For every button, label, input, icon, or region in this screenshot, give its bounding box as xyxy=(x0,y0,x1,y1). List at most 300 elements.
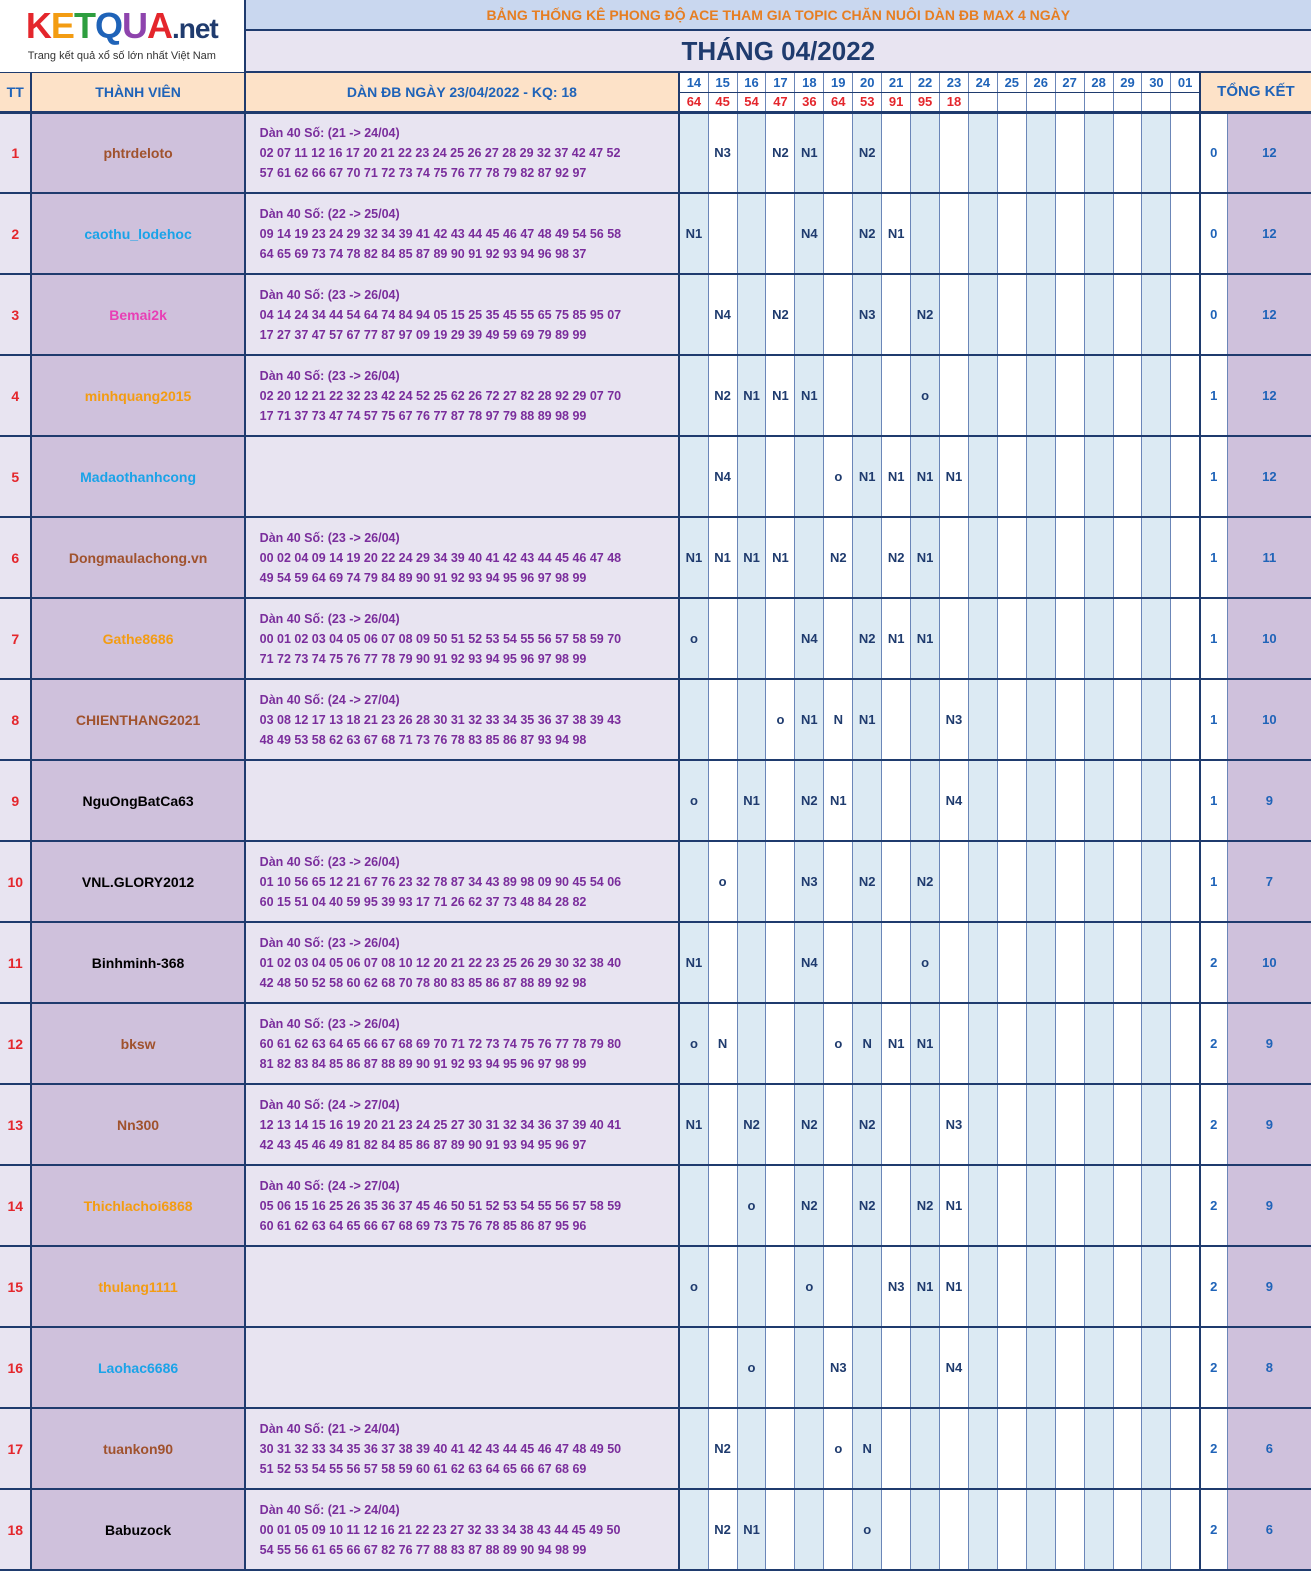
day-mark: N1 xyxy=(737,517,766,598)
table-row xyxy=(0,193,1311,274)
day-mark xyxy=(1055,1165,1084,1246)
day-mark xyxy=(997,841,1026,922)
day-mark: N xyxy=(708,1003,737,1084)
dan-numbers xyxy=(245,1408,680,1489)
day-mark xyxy=(1055,1327,1084,1408)
day-mark xyxy=(766,1165,795,1246)
day-mark: N1 xyxy=(882,1003,911,1084)
day-mark xyxy=(708,193,737,274)
dan-line2: 60 61 62 63 64 65 66 67 68 69 73 75 76 78 85 86 87 95 96 xyxy=(259,1218,587,1233)
day-mark xyxy=(997,1489,1026,1570)
dan-numbers xyxy=(245,679,680,760)
day-mark: o xyxy=(911,355,940,436)
day-mark xyxy=(1026,1003,1055,1084)
day-mark: N4 xyxy=(795,922,824,1003)
day-mark xyxy=(1142,922,1171,1003)
day-mark xyxy=(968,112,997,193)
dan-line2: 17 27 37 47 57 67 77 87 97 09 19 29 39 49 59 69 79 89 99 xyxy=(259,327,587,342)
day-mark xyxy=(997,355,1026,436)
row-number: 7 xyxy=(0,598,31,679)
day-mark: N3 xyxy=(940,1084,969,1165)
score-total: 6 xyxy=(1227,1408,1311,1489)
day-mark xyxy=(1055,517,1084,598)
dan-line2: 60 15 51 04 40 59 95 39 93 17 71 26 62 37 73 48 84 28 82 xyxy=(259,894,587,909)
day-mark xyxy=(1055,112,1084,193)
day-mark xyxy=(1084,193,1113,274)
day-mark: N1 xyxy=(679,922,708,1003)
day-mark xyxy=(1142,112,1171,193)
day-mark: N2 xyxy=(853,1084,882,1165)
day-mark xyxy=(1171,436,1200,517)
day-mark xyxy=(1171,193,1200,274)
score-total: 8 xyxy=(1227,1327,1311,1408)
dan-line1: 02 20 12 21 22 32 23 42 24 52 25 62 26 72 27 82 28 92 29 07 70 xyxy=(259,388,622,403)
header-member: THÀNH VIÊN xyxy=(31,72,244,112)
row-number: 17 xyxy=(0,1408,31,1489)
day-mark xyxy=(911,1084,940,1165)
score-total: 12 xyxy=(1227,193,1311,274)
day-mark xyxy=(824,1489,853,1570)
day-mark xyxy=(679,841,708,922)
day-mark xyxy=(1171,841,1200,922)
day-mark xyxy=(997,760,1026,841)
dan-title: Dàn 40 Số: (24 -> 27/04) xyxy=(259,1097,400,1112)
row-number: 1 xyxy=(0,112,31,193)
day-mark xyxy=(737,922,766,1003)
row-number: 2 xyxy=(0,193,31,274)
score-miss: 2 xyxy=(1200,1003,1227,1084)
dan-title: Dàn 40 Số: (23 -> 26/04) xyxy=(259,1016,400,1031)
day-mark xyxy=(1055,679,1084,760)
day-mark xyxy=(1084,274,1113,355)
day-mark xyxy=(1171,1165,1200,1246)
dan-line1: 00 01 02 03 04 05 06 07 08 09 50 51 52 53 54 55 56 57 58 59 70 xyxy=(259,631,622,646)
day-mark xyxy=(1026,1327,1055,1408)
dan-numbers xyxy=(245,517,680,598)
day-result xyxy=(1113,92,1142,112)
day-mark: N2 xyxy=(911,841,940,922)
day-mark: N1 xyxy=(882,598,911,679)
day-mark xyxy=(737,274,766,355)
day-mark xyxy=(968,1003,997,1084)
day-mark: N1 xyxy=(940,1165,969,1246)
day-mark: N1 xyxy=(824,760,853,841)
day-mark xyxy=(1055,922,1084,1003)
day-mark xyxy=(1026,1165,1055,1246)
day-mark: o xyxy=(679,1246,708,1327)
member-name: phtrdeloto xyxy=(31,112,244,193)
day-mark: N1 xyxy=(766,517,795,598)
day-mark xyxy=(766,1408,795,1489)
day-mark xyxy=(1113,922,1142,1003)
day-mark: o xyxy=(911,922,940,1003)
row-number: 6 xyxy=(0,517,31,598)
day-mark xyxy=(1055,760,1084,841)
dan-numbers xyxy=(245,193,680,274)
day-mark xyxy=(679,1408,708,1489)
day-mark xyxy=(853,517,882,598)
day-mark: N4 xyxy=(940,760,969,841)
day-mark xyxy=(766,1489,795,1570)
day-mark: N2 xyxy=(882,517,911,598)
day-mark xyxy=(1055,355,1084,436)
score-miss: 0 xyxy=(1200,112,1227,193)
day-mark xyxy=(737,193,766,274)
logo[interactable] xyxy=(0,0,245,72)
day-mark xyxy=(997,1408,1026,1489)
dan-line2: 81 82 83 84 85 86 87 88 89 90 91 92 93 94 95 96 97 98 99 xyxy=(259,1056,587,1071)
score-miss: 2 xyxy=(1200,1165,1227,1246)
day-mark: N2 xyxy=(911,1165,940,1246)
day-mark: N1 xyxy=(882,193,911,274)
day-mark xyxy=(824,598,853,679)
dan-line1: 00 01 05 09 10 11 12 16 21 22 23 27 32 33 34 38 43 44 45 49 50 xyxy=(259,1522,621,1537)
dan-line2: 48 49 53 58 62 63 67 68 71 73 76 78 83 85 86 87 93 94 98 xyxy=(259,732,587,747)
score-miss: 1 xyxy=(1200,517,1227,598)
day-mark xyxy=(1171,1084,1200,1165)
day-header: 16 xyxy=(737,72,766,92)
day-mark: N2 xyxy=(795,1084,824,1165)
row-number: 11 xyxy=(0,922,31,1003)
day-mark xyxy=(1142,1084,1171,1165)
member-name: Binhminh-368 xyxy=(31,922,244,1003)
day-mark: N2 xyxy=(853,193,882,274)
day-mark: N2 xyxy=(795,760,824,841)
score-total: 12 xyxy=(1227,274,1311,355)
score-miss: 1 xyxy=(1200,841,1227,922)
logo-wordmark: KETQUA.net xyxy=(25,5,218,47)
score-total: 12 xyxy=(1227,112,1311,193)
day-mark: o xyxy=(679,598,708,679)
day-mark xyxy=(940,1489,969,1570)
row-number: 13 xyxy=(0,1084,31,1165)
day-mark xyxy=(1171,1408,1200,1489)
day-mark: N3 xyxy=(882,1246,911,1327)
table-row xyxy=(0,1084,1311,1165)
day-mark xyxy=(708,1327,737,1408)
dan-numbers xyxy=(245,1003,680,1084)
dan-line2: 42 43 45 46 49 81 82 84 85 86 87 89 90 91 93 94 95 96 97 xyxy=(259,1137,587,1152)
day-mark xyxy=(968,1084,997,1165)
day-mark: N2 xyxy=(737,1084,766,1165)
member-name: VNL.GLORY2012 xyxy=(31,841,244,922)
day-result: 53 xyxy=(853,92,882,112)
day-header: 15 xyxy=(708,72,737,92)
day-mark xyxy=(997,598,1026,679)
day-mark: N1 xyxy=(853,679,882,760)
row-number: 16 xyxy=(0,1327,31,1408)
dan-line1: 04 14 24 34 44 54 64 74 84 94 05 15 25 35 45 55 65 75 85 95 07 xyxy=(259,307,622,322)
day-mark: N1 xyxy=(911,1246,940,1327)
day-mark: N1 xyxy=(679,1084,708,1165)
day-mark xyxy=(968,517,997,598)
day-mark xyxy=(882,112,911,193)
day-mark xyxy=(882,922,911,1003)
day-mark xyxy=(1113,274,1142,355)
day-mark xyxy=(1055,841,1084,922)
score-miss: 2 xyxy=(1200,1327,1227,1408)
day-result xyxy=(997,92,1026,112)
day-mark xyxy=(1055,598,1084,679)
day-mark xyxy=(766,841,795,922)
day-mark xyxy=(1084,1327,1113,1408)
member-name: NguOngBatCa63 xyxy=(31,760,244,841)
dan-title: Dàn 40 Số: (24 -> 27/04) xyxy=(259,1178,400,1193)
score-miss: 1 xyxy=(1200,760,1227,841)
day-mark xyxy=(1113,1408,1142,1489)
member-name: Bemai2k xyxy=(31,274,244,355)
day-mark xyxy=(795,517,824,598)
day-mark xyxy=(1026,517,1055,598)
day-mark xyxy=(882,1327,911,1408)
day-mark xyxy=(1142,1408,1171,1489)
day-mark xyxy=(940,1003,969,1084)
day-mark xyxy=(997,517,1026,598)
day-mark xyxy=(1026,841,1055,922)
day-mark xyxy=(997,1327,1026,1408)
dan-title: Dàn 40 Số: (23 -> 26/04) xyxy=(259,530,400,545)
day-mark xyxy=(737,598,766,679)
day-mark xyxy=(853,1246,882,1327)
day-mark xyxy=(679,1327,708,1408)
day-header: 22 xyxy=(911,72,940,92)
day-mark xyxy=(940,922,969,1003)
score-total: 10 xyxy=(1227,598,1311,679)
day-mark xyxy=(1026,1246,1055,1327)
day-mark: N1 xyxy=(911,517,940,598)
day-mark xyxy=(766,922,795,1003)
header-summary: TỔNG KẾT xyxy=(1200,72,1311,112)
day-mark xyxy=(968,274,997,355)
dan-numbers xyxy=(245,1327,680,1408)
dan-numbers xyxy=(245,436,680,517)
day-mark xyxy=(968,1246,997,1327)
day-mark xyxy=(679,112,708,193)
day-mark: N2 xyxy=(795,1165,824,1246)
day-result: 36 xyxy=(795,92,824,112)
day-mark xyxy=(911,1408,940,1489)
day-mark: N2 xyxy=(708,1408,737,1489)
day-result xyxy=(1084,92,1113,112)
day-mark xyxy=(911,760,940,841)
day-mark xyxy=(679,1489,708,1570)
day-mark xyxy=(1026,355,1055,436)
day-mark xyxy=(1026,1408,1055,1489)
day-mark xyxy=(766,1003,795,1084)
row-number: 10 xyxy=(0,841,31,922)
day-mark xyxy=(737,1408,766,1489)
dan-line1: 01 10 56 65 12 21 67 76 23 32 78 87 34 43 89 98 09 90 45 54 06 xyxy=(259,874,622,889)
day-mark xyxy=(708,679,737,760)
day-mark xyxy=(1026,436,1055,517)
day-mark xyxy=(824,274,853,355)
table-row xyxy=(0,760,1311,841)
score-total: 9 xyxy=(1227,1165,1311,1246)
score-total: 12 xyxy=(1227,436,1311,517)
day-mark xyxy=(1113,1489,1142,1570)
day-mark xyxy=(968,679,997,760)
day-mark xyxy=(853,1327,882,1408)
day-mark xyxy=(1113,679,1142,760)
day-header: 26 xyxy=(1026,72,1055,92)
day-mark: N4 xyxy=(708,274,737,355)
day-mark xyxy=(1113,517,1142,598)
day-header: 30 xyxy=(1142,72,1171,92)
day-mark xyxy=(1055,1003,1084,1084)
day-mark xyxy=(1113,1084,1142,1165)
header-dan: DÀN ĐB NGÀY 23/04/2022 - KQ: 18 xyxy=(245,72,680,112)
dan-title: Dàn 40 Số: (23 -> 26/04) xyxy=(259,935,400,950)
day-header: 17 xyxy=(766,72,795,92)
day-mark xyxy=(1026,598,1055,679)
day-mark: N2 xyxy=(824,517,853,598)
day-header: 24 xyxy=(968,72,997,92)
member-name: tuankon90 xyxy=(31,1408,244,1489)
day-mark: N4 xyxy=(795,598,824,679)
day-result: 95 xyxy=(911,92,940,112)
day-mark xyxy=(708,598,737,679)
day-mark xyxy=(1142,1327,1171,1408)
day-mark xyxy=(1084,841,1113,922)
day-mark xyxy=(766,193,795,274)
row-number: 9 xyxy=(0,760,31,841)
day-mark xyxy=(911,679,940,760)
dan-title: Dàn 40 Số: (21 -> 24/04) xyxy=(259,1421,400,1436)
day-mark xyxy=(1113,760,1142,841)
day-mark xyxy=(1171,598,1200,679)
day-mark: o xyxy=(679,760,708,841)
day-mark: N3 xyxy=(824,1327,853,1408)
day-mark: N1 xyxy=(737,355,766,436)
member-name: bksw xyxy=(31,1003,244,1084)
day-mark xyxy=(737,436,766,517)
table-row xyxy=(0,355,1311,436)
logo-tagline: Trang kết quả xổ số lớn nhất Việt Nam xyxy=(27,50,216,63)
day-mark xyxy=(1084,1246,1113,1327)
dan-line1: 12 13 14 15 16 19 20 21 23 24 25 27 30 31 32 34 36 37 39 40 41 xyxy=(259,1117,622,1132)
day-mark: N3 xyxy=(795,841,824,922)
day-result: 18 xyxy=(940,92,969,112)
day-mark xyxy=(1113,1165,1142,1246)
row-number: 5 xyxy=(0,436,31,517)
day-mark: N1 xyxy=(795,112,824,193)
score-total: 9 xyxy=(1227,1246,1311,1327)
header-tt: TT xyxy=(0,72,31,112)
day-mark xyxy=(1171,1246,1200,1327)
score-miss: 1 xyxy=(1200,598,1227,679)
day-mark xyxy=(1026,679,1055,760)
day-mark xyxy=(882,274,911,355)
day-mark xyxy=(708,1084,737,1165)
day-header: 23 xyxy=(940,72,969,92)
day-header: 25 xyxy=(997,72,1026,92)
score-total: 9 xyxy=(1227,1003,1311,1084)
row-number: 3 xyxy=(0,274,31,355)
day-mark xyxy=(1055,1246,1084,1327)
month-title: THÁNG 04/2022 xyxy=(245,30,1311,72)
dan-numbers xyxy=(245,112,680,193)
dan-line2: 49 54 59 64 69 74 79 84 89 90 91 92 93 94 95 96 97 98 99 xyxy=(259,570,587,585)
dan-line2: 64 65 69 73 74 78 82 84 85 87 89 90 91 92 93 94 96 98 37 xyxy=(259,246,587,261)
day-mark xyxy=(766,436,795,517)
day-mark xyxy=(795,1003,824,1084)
day-header: 21 xyxy=(882,72,911,92)
day-mark xyxy=(1055,1408,1084,1489)
dan-numbers xyxy=(245,1489,680,1570)
day-mark xyxy=(766,1084,795,1165)
day-mark xyxy=(882,679,911,760)
day-result xyxy=(1026,92,1055,112)
table-row xyxy=(0,1408,1311,1489)
day-mark xyxy=(911,193,940,274)
day-mark xyxy=(679,679,708,760)
day-mark xyxy=(882,1408,911,1489)
day-mark: N4 xyxy=(795,193,824,274)
day-mark: o xyxy=(679,1003,708,1084)
dan-line1: 03 08 12 17 13 18 21 23 26 28 30 31 32 33 34 35 36 37 38 39 43 xyxy=(259,712,622,727)
day-mark xyxy=(1084,1003,1113,1084)
table-row xyxy=(0,1327,1311,1408)
day-mark: N1 xyxy=(940,1246,969,1327)
day-mark xyxy=(1026,112,1055,193)
score-total: 12 xyxy=(1227,355,1311,436)
day-mark xyxy=(968,1408,997,1489)
day-mark xyxy=(824,1084,853,1165)
day-mark xyxy=(1113,193,1142,274)
day-header: 27 xyxy=(1055,72,1084,92)
day-mark xyxy=(737,112,766,193)
score-miss: 2 xyxy=(1200,1084,1227,1165)
day-mark xyxy=(1026,1489,1055,1570)
score-total: 11 xyxy=(1227,517,1311,598)
day-mark xyxy=(1171,1327,1200,1408)
day-result: 47 xyxy=(766,92,795,112)
row-number: 18 xyxy=(0,1489,31,1570)
day-mark: N1 xyxy=(795,355,824,436)
day-mark xyxy=(737,841,766,922)
table-row xyxy=(0,922,1311,1003)
day-mark: N2 xyxy=(911,274,940,355)
day-mark xyxy=(708,760,737,841)
day-mark: N1 xyxy=(737,1489,766,1570)
dan-line2: 54 55 56 61 65 66 67 82 76 77 88 83 87 88 89 90 94 98 99 xyxy=(259,1542,587,1557)
day-mark xyxy=(1084,517,1113,598)
day-mark xyxy=(968,1489,997,1570)
day-mark xyxy=(679,274,708,355)
day-mark xyxy=(708,1246,737,1327)
day-mark xyxy=(968,436,997,517)
day-mark xyxy=(940,517,969,598)
day-mark xyxy=(1142,355,1171,436)
score-total: 9 xyxy=(1227,1084,1311,1165)
day-mark xyxy=(795,1489,824,1570)
day-mark xyxy=(1142,274,1171,355)
member-name: Madaothanhcong xyxy=(31,436,244,517)
table-row xyxy=(0,841,1311,922)
day-mark xyxy=(882,841,911,922)
day-mark xyxy=(997,1084,1026,1165)
score-miss: 2 xyxy=(1200,922,1227,1003)
day-mark xyxy=(824,841,853,922)
day-mark xyxy=(940,355,969,436)
dan-line2: 42 48 50 52 58 60 62 68 70 78 80 83 85 86 87 88 89 92 98 xyxy=(259,975,587,990)
day-result: 64 xyxy=(679,92,708,112)
day-mark xyxy=(1026,922,1055,1003)
dan-numbers xyxy=(245,1165,680,1246)
day-mark xyxy=(1055,436,1084,517)
day-mark xyxy=(940,598,969,679)
day-mark xyxy=(1142,1246,1171,1327)
